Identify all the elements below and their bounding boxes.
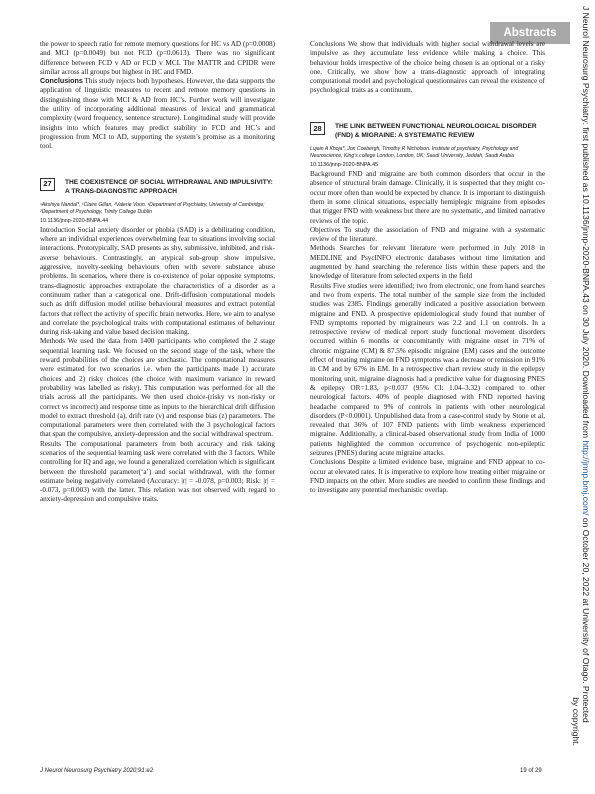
abstract-28-objectives: Objectives To study the association of FND and migraine with a systematic review of the literature. <box>310 225 545 244</box>
abstract-27-authors: ¹Akshiya Nandal*, ¹Claire Gillan, ²Valerie Voon. ¹Department of Psychiatry, University of Cambridge; ²Department of Psychology, Trinity College Dublin <box>40 201 265 216</box>
abstract-28-background: Background FND and migraine are both common disorders that occur in the absence of structural brain damage. Clinically, it is suspected that they might co-occur more often than would be expected by chance. It is important to distinguish them in some clinical situations, especially hemiplegic migraine from episodes that trigger FND with weakness but there are no systematic, and limited narrative reviews of the topic. <box>310 170 545 225</box>
abstract-27-conclusions: Conclusions We show that individuals with higher social withdrawal levels are impulsive as they accumulate less evidence while making a choice. This behaviour holds irrespective of the choice being chosen is an optional or a risky one. Critically, we show how a trans-diagnostic approach of integrating computational model and psychological questionnaires can reveal the existence of psychological traits as a continuum. <box>310 40 545 95</box>
section-label: Abstracts <box>503 27 557 39</box>
footer-journal: J Neurol Neurosurg Psychiatry 2020;91:e2 <box>40 768 154 774</box>
abstract-28-results: Results Five studies were identified; two from electronic, one from hand searches and two from experts. The total number of the sample size from the included studies was 2385. Findings generally indicated a positive association between migraine and FND. A prospective epidemiological study found that number of FND symptoms reported by migraineurs was 2.2 and 1.1 on controls. In a retrospective review of medical report study functional movement disorders occurred within 6 months or concomitantly with migraine onset in 71% of chronic migraine (CM) & 87.5% episodic migraine (EM) cases and the outcome effect of treating migraine on FND symptoms was a decrease or remission in 91% in CM and by 67% in EM. In a retrospective chart review study in the epilepsy monitoring unit, migraine diagnosis had a predictive value for diagnosing PNES & epilepsy OR=1.83, p<0.037 (95% CI: 1.04–3.32) compared to other neurological factors. 40% of people diagnosed with FND reported having headache compared to 9% of controls in patients with other neurological disorders (P<0.0001). Unpublished data from a case-control study by Stone et al, revealed that 36% of 107 FND patients with limb weakness experienced migraine. Additionally, a clinical-based observational study from India of 1000 patients highlighted the common occurrence of psychogenic non-epileptic seizures (PNES) during acute migraine attacks. <box>310 281 545 457</box>
abstract-27-introduction: Introduction Social anxiety disorder or phobia (SAD) is a debilitating condition, where an individual experiences overwhelming fear to situations involving social interactions. Prototypically, SAD presents as shy, submissive, inhibited, and risk-averse behaviours. Contrastingly, an atypical sub-group show impulsive, aggressive, novelty-seeking behaviours often with severe substance abuse problems. In scenarios, where there is co-existence of polar opposite symptoms, trans-diagnostic approaches extrapolate the characteristics of a disorder as a continuum rather than a categorical one. Drift-diffusion computational models such as drift diffusion model utilise behavioural measures and extract potential factors that reflect the activity of specific brain networks. Here, we aim to analyse and correlate the psychological traits with computational estimates of behaviour during risk-taking and value based decision making. <box>40 225 275 337</box>
abstract-28-doi[interactable]: 10.1136/jnnp-2020-BNPA.45 <box>310 161 379 168</box>
conclusions-label: Conclusions <box>40 77 83 86</box>
prev-abstract-continuation: the power to speech ratio for remote memory questions for HC vs AD (p=0.0008) and MCI (p=0.0049) but not FCD (p=0.0613). There was no significant difference between FCD v AD or FCD v MCI. The MATTR and CPIDR were similar across all groups but highest in HC and FMD. <box>40 40 275 76</box>
abstract-27-methods: Methods We used the data from 1400 participants who completed the 2 stage sequential learning task. We focused on the second stage of the task, where the reward probabilities of the choices are stochastic. The computational measures were estimated for two scenarios i.e. when the participants made 1) accurate choices and 2) risky choices (the choice with maximum variance in reward probability was labelled as risky). This computation was performed for all the trials across all the participants. We then used choice-(risky vs non-risky or correct vs incorrect) and response time as inputs to the hierarchical drift diffusion model to extract threshold (a), drift rate (v) and response bias (z) parameters. The computational parameters were then correlated with the 3 psychological factors that span the compulsive, anxiety-depression and the social withdrawal spectrum. <box>40 337 275 439</box>
side-citation-line1-a: J Neurol Neurosurg Psychiatry: first published as 10.1136/jnnp-2020-BNPA.43 on 30 July 2020. Downloaded from <box>581 6 591 441</box>
abstract-27-title: THE COEXISTENCE OF SOCIAL WITHDRAWAL AND IMPULSIVITY: A TRANS-DIAGNOSTIC APPROACH <box>65 178 273 195</box>
abstract-28-title: THE LINK BETWEEN FUNCTIONAL NEUROLOGICAL DISORDER (FND) & MIGRAINE: A SYSTEMATIC REVIEW <box>335 122 537 139</box>
side-citation-text <box>571 6 591 786</box>
abstract-27-number: 27 <box>40 178 55 191</box>
conclusions-text: This study rejects both hypotheses. However, the data supports the application of linguistic measures to recent and remote memory questions in distinguishing those with MCI & AD from HC’s. Further work will investigate the utility of incorporating additional measures of lexical and grammatical complexity (word frequency, sentence structure). Longitudinal study will provide insights into which features may predict stability in FCD and HC’s and progression from MCI to AD, supporting the system’s promise as a monitoring tool. <box>40 77 275 151</box>
abstract-27-results: Results The computational parameters from both accuracy and risk taking scenarios of the sequential learning task were correlated with the 3 factors. While controlling for IQ and age, we found a generalized correlation which is significant between the threshold parameter(‘a’) and social withdrawal, with the former estimate being negatively correlated (Accuracy: |r| = -0.078, p=0.003; Risk: |r| = -0.073, p=0.003) with the latter. This relation was not observed with regard to anxiety-depression and compulsive traits. <box>40 439 275 504</box>
abstract-28-methods: Methods Searches for relevant literature were performed in July 2018 in MEDLINE and PsycINFO electronic databases without time limitation and augmented by hand searching the reference lists within these papers and the knowledge of literature from selected experts in the field <box>310 244 545 281</box>
abstract-28-number: 28 <box>310 122 325 135</box>
side-citation-link[interactable]: http://jnnp.bmj.com/ <box>581 440 591 516</box>
right-column <box>310 40 545 495</box>
prev-abstract-conclusions <box>40 77 275 151</box>
abstract-28-header <box>310 122 545 140</box>
footer-page-number: 19 of 29 <box>520 768 542 774</box>
abstract-28-authors: Lujain A Khoja*, Jon Coebergh, Timothy R Nicholson. Institute of psychiatry, Psychology and Neuroscience, King’s college London, London, UK; Saudi University, Jeddah, Saudi Arabia <box>310 145 519 160</box>
side-citation-line2: by copyright. <box>571 697 581 746</box>
side-citation-line1-b: on October 20, 2022 at University of Otago. Protected <box>581 515 591 723</box>
abstract-28-conclusions: Conclusions Despite a limited evidence base, migraine and FND appear to co-occur at elevated rates. It is imperative to explore how treating either migraine or FND impacts on the other. More studies are needed to confirm these findings and to investigate any potential mechanistic overlap. <box>310 458 545 495</box>
left-column <box>40 40 275 505</box>
side-citation-strip <box>571 6 591 786</box>
abstract-27-doi[interactable]: 10.1136/jnnp-2020-BNPA.44 <box>40 217 109 224</box>
abstract-27-header <box>40 178 275 196</box>
